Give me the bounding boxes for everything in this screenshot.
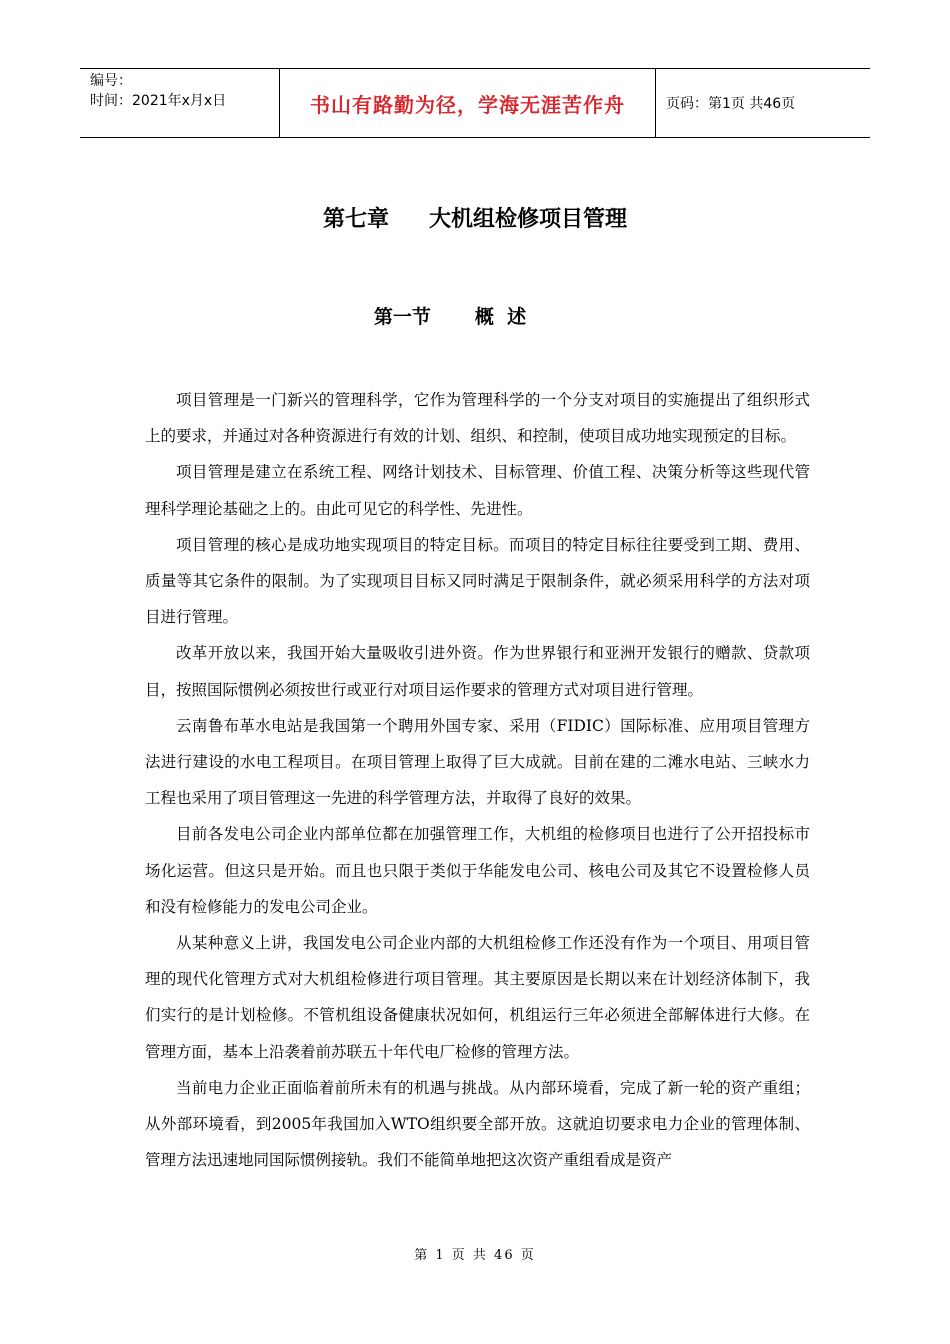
page-footer: 第 1 页 共 46 页 [414, 1248, 536, 1263]
header-page-label: 页码：第1页 共46页 [666, 96, 796, 112]
paragraph: 目前各发电公司企业内部单位都在加强管理工作，大机组的检修项目也进行了公开招投标市场化运营。但这只是开始。而且也只限于类似于华能发电公司、核电公司及其它不设置检修人员和没有检修能力的发电公司企业。 [145, 825, 810, 916]
section-title [0, 302, 900, 329]
date-label: 时间：2021年x月x日 [90, 93, 227, 109]
paragraph: 项目管理是建立在系统工程、网络计划技术、目标管理、价值工程、决策分析等这些现代管理科学理论基础之上的。由此可见它的科学性、先进性。 [145, 463, 810, 518]
number-label: 编号： [90, 73, 132, 89]
section-number: 第一节 [373, 306, 431, 328]
body-text [145, 382, 810, 1178]
header-meta-cell [80, 69, 280, 137]
paragraph: 从某种意义上讲，我国发电公司企业内部的大机组检修工作还没有作为一个项目、用项目管理的现代化管理方式对大机组检修进行项目管理。其主要原因是长期以来在计划经济体制下，我们实行的是计划检修。不管机组设备健康状况如何，机组运行三年必须进全部解体进行大修。在管理方面，基本上沿袭着前苏联五十年代电厂检修的管理方法。 [145, 934, 810, 1061]
header-motto: 书山有路勤为径，学海无涯苦作舟 [280, 69, 656, 137]
paragraph: 改革开放以来，我国开始大量吸收引进外资。作为世界银行和亚洲开发银行的赠款、贷款项目，按照国际惯例必须按世行或亚行对项目运作要求的管理方式对项目进行管理。 [145, 644, 810, 699]
paragraph: 项目管理的核心是成功地实现项目的特定目标。而项目的特定目标往往要受到工期、费用、质量等其它条件的限制。为了实现项目目标又同时满足于限制条件，就必须采用科学的方法对项目进行管理。 [145, 535, 810, 627]
document-header [80, 68, 870, 138]
paragraph: 当前电力企业正面临着前所未有的机遇与挑战。从内部环境看，完成了新一轮的资产重组；从外部环境看，到2005年我国加入WTO组织要全部开放。这就迫切要求电力企业的管理体制、管理方法迅速地同国际惯例接轨。我们不能简单地把这次资产重组看成是资产 [145, 1078, 810, 1170]
chapter-name: 大机组检修项目管理 [429, 207, 628, 232]
paragraph: 项目管理是一门新兴的管理科学，它作为管理科学的一个分支对项目的实施提出了组织形式上的要求，并通过对各种资源进行有效的计划、组织、和控制，使项目成功地实现预定的目标。 [145, 391, 810, 446]
chapter-title [0, 202, 950, 233]
chapter-number: 第七章 [322, 207, 389, 232]
paragraph: 云南鲁布革水电站是我国第一个聘用外国专家、采用（FIDIC）国际标准、应用项目管理方法进行建设的水电工程项目。在项目管理上取得了巨大成就。目前在建的二滩水电站、三峡水力工程也采用了项目管理这一先进的科学管理方法，并取得了良好的效果。 [145, 716, 810, 808]
section-name: 概 述 [474, 306, 527, 328]
